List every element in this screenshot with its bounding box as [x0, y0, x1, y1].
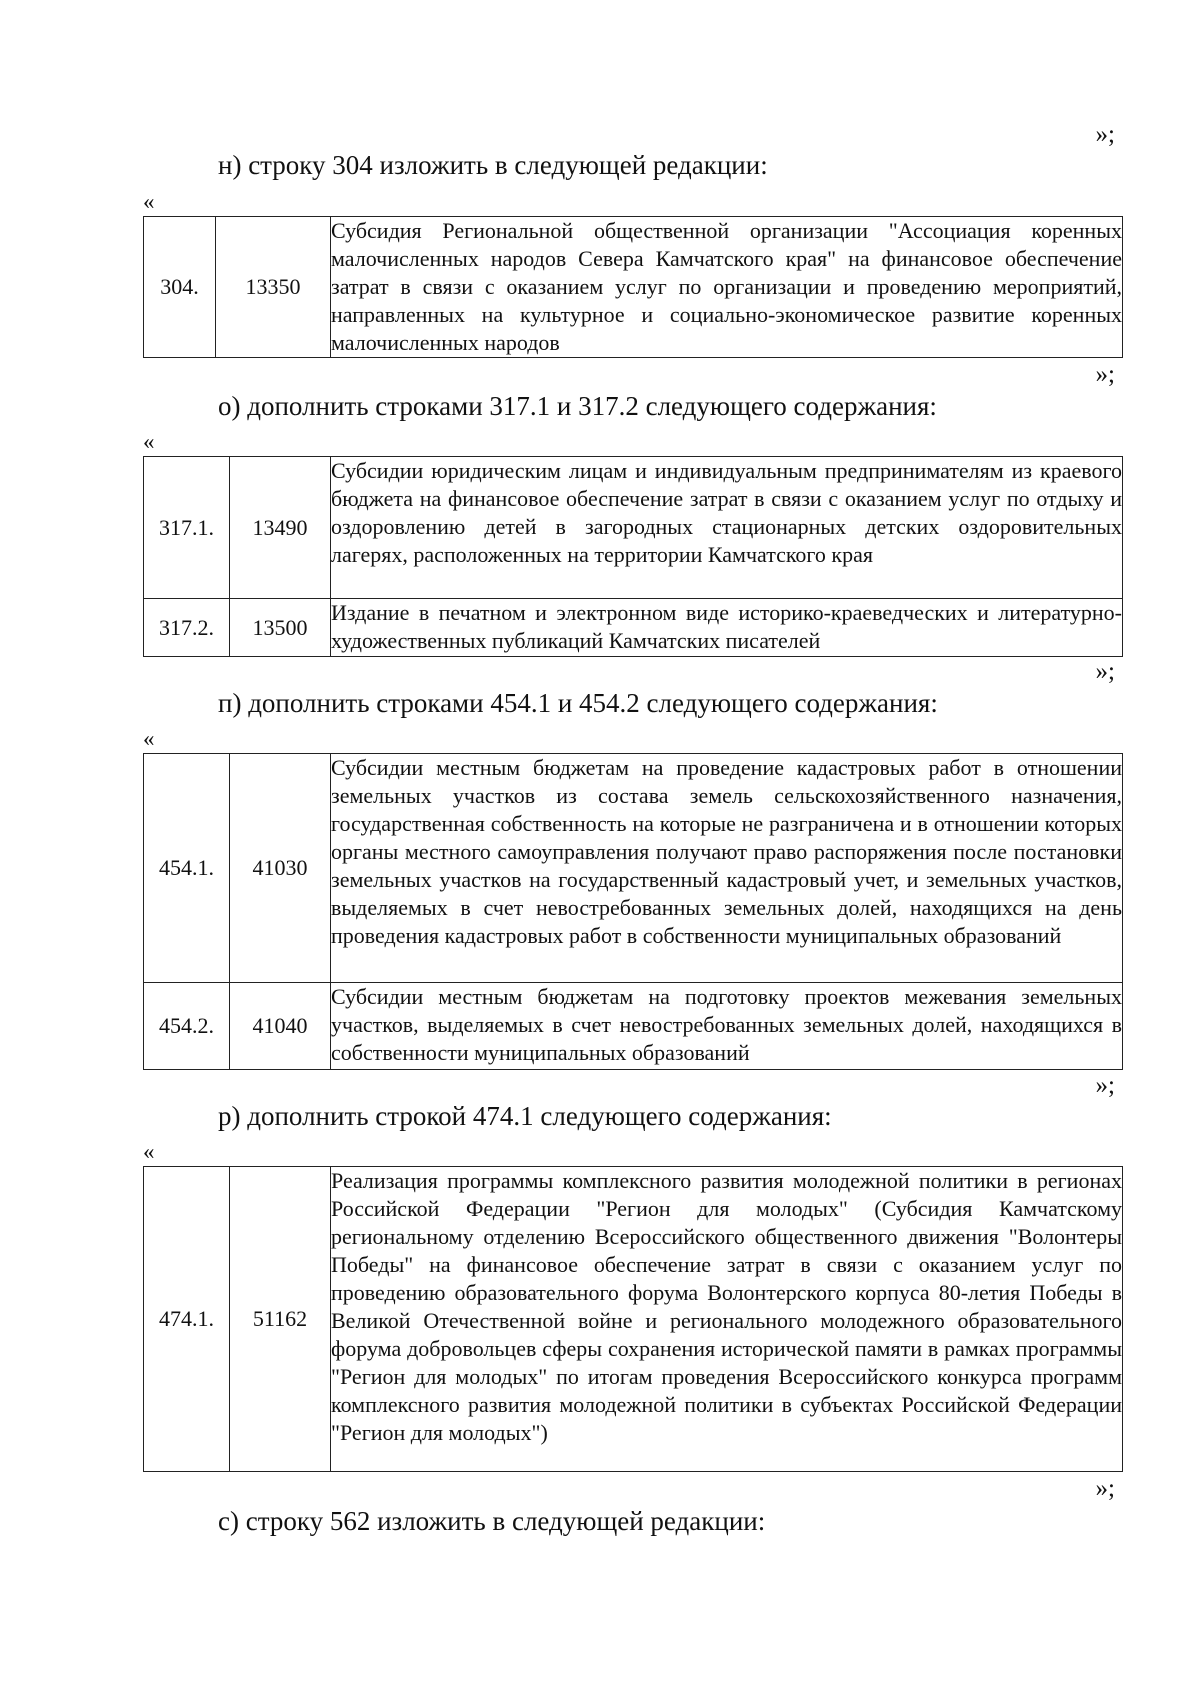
budget-rows-table — [143, 456, 1123, 657]
row-description: Реализация программы комплексного развития молодежной политики в регионах Российской Федерации "Регион для молодых" (Субсидия Камчатскому региональному отделению Всероссийского общественного движения "Волонтеры Победы" на финансовое обеспечение затрат в связи с оказанием услуг по проведению образовательного форума Волонтерского корпуса 80-летия Победы в Великой Отечественной войне и регионального молодежного образовательного форума добровольцев сферы сохранения исторической памяти в рамках программы "Регион для молодых" по итогам проведения Всероссийского конкурса программ комплексного развития молодежной политики в субъектах Российской Федерации "Регион для молодых") — [331, 1167, 1123, 1472]
row-number: 317.2. — [144, 599, 230, 657]
row-number: 317.1. — [144, 457, 230, 599]
row-description: Субсидия Региональной общественной организации "Ассоциация коренных малочисленных народов Севера Камчатского края" на финансовое обеспечение затрат в связи с оказанием услуг по организации и проведению мероприятий, направленных на культурное и социально-экономическое развитие коренных малочисленных народов — [331, 217, 1123, 358]
row-description: Издание в печатном и электронном виде историко-краеведческих и литературно-художественных публикаций Камчатских писателей — [331, 599, 1123, 657]
row-number: 454.2. — [144, 983, 230, 1070]
table-row — [144, 1167, 1123, 1472]
row-description: Субсидии местным бюджетам на проведение кадастровых работ в отношении земельных участков из состава земель сельскохозяйственного назначения, государственная собственность на которые не разграничена и в отношении которых органы местного самоуправления получают право распоряжения после постановки земельных участков на государственный кадастровый учет, и земельных участков, выделяемых в счет невостребованных земельных долей, находящихся на день проведения кадастровых работ в собственности муниципальных образований — [331, 754, 1123, 983]
row-number: 304. — [144, 217, 216, 358]
section-heading-o: о) дополнить строками 317.1 и 317.2 следующего содержания: — [218, 391, 937, 421]
opening-quote: « — [143, 726, 155, 751]
closing-quote: »; — [1095, 658, 1115, 685]
row-code: 51162 — [230, 1167, 331, 1472]
row-description: Субсидии местным бюджетам на подготовку проектов межевания земельных участков, выделяемых в счет невостребованных земельных долей, находящихся в собственности муниципальных образований — [331, 983, 1123, 1070]
opening-quote: « — [143, 189, 155, 214]
table-row — [144, 754, 1123, 983]
row-code: 41030 — [230, 754, 331, 983]
closing-quote: »; — [1095, 1072, 1115, 1099]
row-code: 41040 — [230, 983, 331, 1070]
row-number: 454.1. — [144, 754, 230, 983]
opening-quote: « — [143, 429, 155, 454]
section-heading-p: п) дополнить строками 454.1 и 454.2 следующего содержания: — [218, 688, 938, 718]
section-heading-s: с) строку 562 изложить в следующей редакции: — [218, 1506, 766, 1536]
row-number: 474.1. — [144, 1167, 230, 1472]
table-row — [144, 217, 1123, 358]
closing-quote: »; — [1095, 361, 1115, 388]
table-row — [144, 457, 1123, 599]
budget-rows-table — [143, 1166, 1123, 1472]
section-heading-n: н) строку 304 изложить в следующей редакции: — [218, 150, 768, 180]
row-code: 13490 — [230, 457, 331, 599]
row-description: Субсидии юридическим лицам и индивидуальным предпринимателям из краевого бюджета на финансовое обеспечение затрат в связи с оказанием услуг по отдыху и оздоровлению детей в загородных стационарных детских оздоровительных лагерях, расположенных на территории Камчатского края — [331, 457, 1123, 599]
opening-quote: « — [143, 1139, 155, 1164]
closing-quote: »; — [1095, 121, 1115, 148]
budget-rows-table — [143, 216, 1123, 358]
table-row — [144, 599, 1123, 657]
row-code: 13500 — [230, 599, 331, 657]
closing-quote: »; — [1095, 1475, 1115, 1502]
table-row — [144, 983, 1123, 1070]
row-code: 13350 — [216, 217, 331, 358]
budget-rows-table — [143, 753, 1123, 1070]
section-heading-r: р) дополнить строкой 474.1 следующего содержания: — [218, 1101, 832, 1131]
